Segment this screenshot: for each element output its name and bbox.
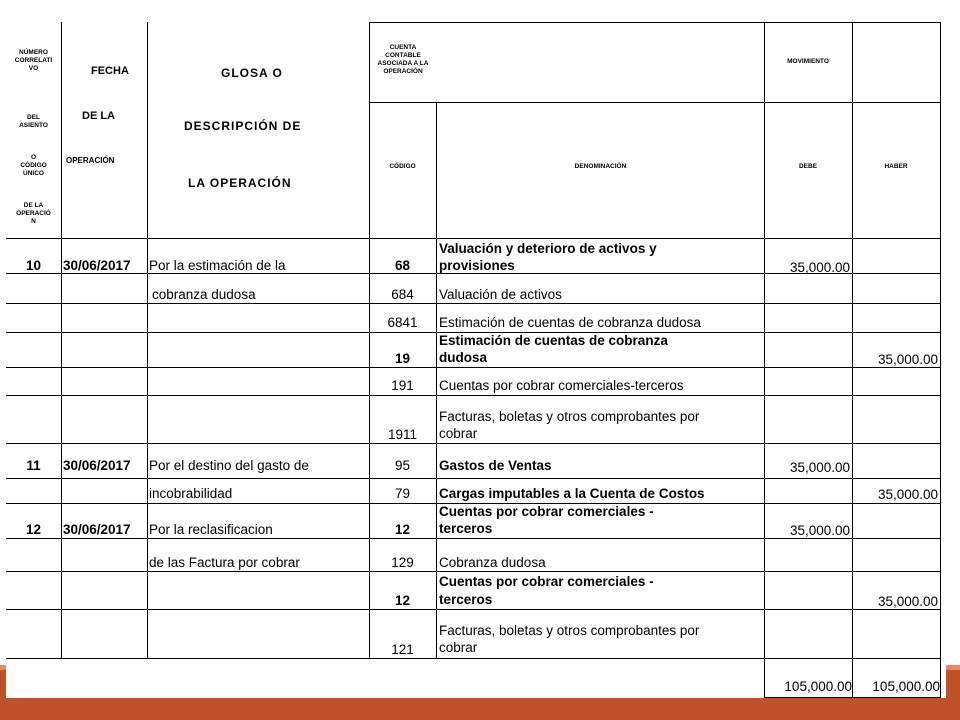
header-numero: NÚMERO CORRELATI VO bbox=[14, 49, 53, 72]
row-denominacion: Estimación de cuentas de cobranza dudosa bbox=[439, 315, 701, 330]
row-denominacion-cont: cobrar bbox=[439, 426, 478, 441]
header-de-la-operacion: DE LA OPERACIÓ N bbox=[16, 202, 51, 225]
row-glosa: de las Factura por cobrar bbox=[149, 555, 300, 570]
grid-hline bbox=[6, 609, 941, 610]
grid-vline bbox=[147, 22, 148, 659]
grid-hline bbox=[6, 658, 941, 659]
row-fecha: 30/06/2017 bbox=[63, 458, 131, 473]
header-codigo: CÓDIGO bbox=[389, 163, 416, 170]
grid-hline bbox=[6, 443, 941, 444]
row-glosa: cobranza dudosa bbox=[152, 287, 256, 302]
header-operacion: OPERACIÓN bbox=[66, 156, 115, 165]
grid-hline bbox=[6, 538, 941, 539]
grid-vline bbox=[61, 22, 62, 659]
row-codigo: 12 bbox=[394, 522, 411, 537]
row-haber: 35,000.00 bbox=[877, 352, 938, 367]
grid-hline bbox=[764, 697, 941, 698]
grid-hline bbox=[369, 22, 941, 23]
grid-vline bbox=[940, 22, 941, 698]
row-haber: 35,000.00 bbox=[877, 487, 938, 502]
row-glosa: Por el destino del gasto de bbox=[149, 458, 309, 473]
row-denominacion: Cuentas por cobrar comerciales - bbox=[439, 574, 654, 589]
row-denominacion: Facturas, boletas y otros comprobantes por bbox=[439, 623, 700, 638]
row-denominacion-cont: provisiones bbox=[439, 258, 515, 273]
header-fecha: FECHA bbox=[91, 65, 129, 77]
header-codigo-unico: O CÓDIGO ÚNICO bbox=[20, 154, 47, 177]
row-denominacion: Valuación y deterioro de activos y bbox=[439, 241, 657, 256]
grid-vline bbox=[764, 22, 765, 698]
row-glosa: Por la reclasificacion bbox=[149, 522, 273, 537]
row-denominacion-cont: terceros bbox=[439, 592, 493, 607]
row-codigo: 684 bbox=[391, 287, 414, 302]
row-num: 10 bbox=[25, 258, 42, 273]
row-debe: 35,000.00 bbox=[789, 260, 850, 275]
row-codigo: 129 bbox=[391, 555, 414, 570]
row-num: 11 bbox=[26, 458, 41, 473]
header-denominacion: DENOMINACIÓN bbox=[574, 163, 627, 170]
row-codigo: 121 bbox=[391, 642, 414, 657]
row-denominacion: Gastos de Ventas bbox=[439, 458, 552, 473]
row-fecha: 30/06/2017 bbox=[63, 522, 131, 537]
row-codigo: 95 bbox=[394, 458, 411, 473]
grid-hline bbox=[6, 238, 941, 239]
header-la-operacion: LA OPERACIÓN bbox=[188, 176, 292, 190]
row-haber: 35,000.00 bbox=[877, 594, 938, 609]
row-codigo: 79 bbox=[394, 486, 411, 501]
row-denominacion: Cuentas por cobrar comerciales-terceros bbox=[439, 378, 684, 393]
row-codigo: 19 bbox=[394, 351, 411, 366]
row-fecha: 30/06/2017 bbox=[63, 258, 131, 273]
header-debe: DEBE bbox=[798, 163, 818, 170]
row-codigo: 6841 bbox=[387, 315, 418, 330]
grid-hline bbox=[6, 395, 941, 396]
header-haber: HABER bbox=[884, 163, 908, 170]
grid-hline bbox=[369, 102, 941, 103]
header-de-la: DE LA bbox=[82, 110, 115, 122]
grid-hline bbox=[6, 571, 941, 572]
grid-hline bbox=[6, 303, 941, 304]
row-debe: 35,000.00 bbox=[789, 460, 850, 475]
row-codigo: 191 bbox=[391, 378, 414, 393]
row-codigo: 1911 bbox=[387, 427, 418, 442]
row-denominacion: Valuación de activos bbox=[439, 287, 562, 302]
total-debe: 105,000.00 bbox=[784, 679, 852, 694]
row-codigo: 12 bbox=[394, 593, 411, 608]
row-denominacion-cont: dudosa bbox=[439, 350, 488, 365]
header-cuenta-contable: CUENTA CONTABLE ASOCIADA A LA OPERACIÓN bbox=[377, 44, 429, 75]
grid-vline bbox=[436, 102, 437, 659]
total-haber: 105,000.00 bbox=[872, 679, 940, 694]
row-denominacion-cont: cobrar bbox=[439, 640, 478, 655]
row-denominacion-cont: terceros bbox=[439, 521, 493, 536]
header-del-asiento: DEL ASIENTO bbox=[19, 114, 48, 129]
grid-hline bbox=[6, 478, 941, 479]
row-debe: 35,000.00 bbox=[789, 523, 850, 538]
row-codigo: 68 bbox=[394, 258, 411, 273]
row-num: 12 bbox=[25, 522, 42, 537]
header-movimiento: MOVIMIENTO bbox=[787, 58, 829, 65]
row-denominacion: Cargas imputables a la Cuenta de Costos bbox=[439, 486, 705, 501]
row-denominacion: Facturas, boletas y otros comprobantes por bbox=[439, 409, 700, 424]
journal-sheet bbox=[6, 22, 946, 698]
row-denominacion: Cobranza dudosa bbox=[439, 555, 546, 570]
row-denominacion: Cuentas por cobrar comerciales - bbox=[439, 504, 654, 519]
row-glosa: Por la estimación de la bbox=[149, 258, 286, 273]
row-glosa: incobrabilidad bbox=[149, 486, 233, 501]
grid-hline bbox=[6, 367, 941, 368]
row-denominacion: Estimación de cuentas de cobranza bbox=[439, 333, 668, 348]
header-descripcion: DESCRIPCIÓN DE bbox=[184, 119, 302, 133]
header-glosa: GLOSA O bbox=[221, 66, 283, 80]
